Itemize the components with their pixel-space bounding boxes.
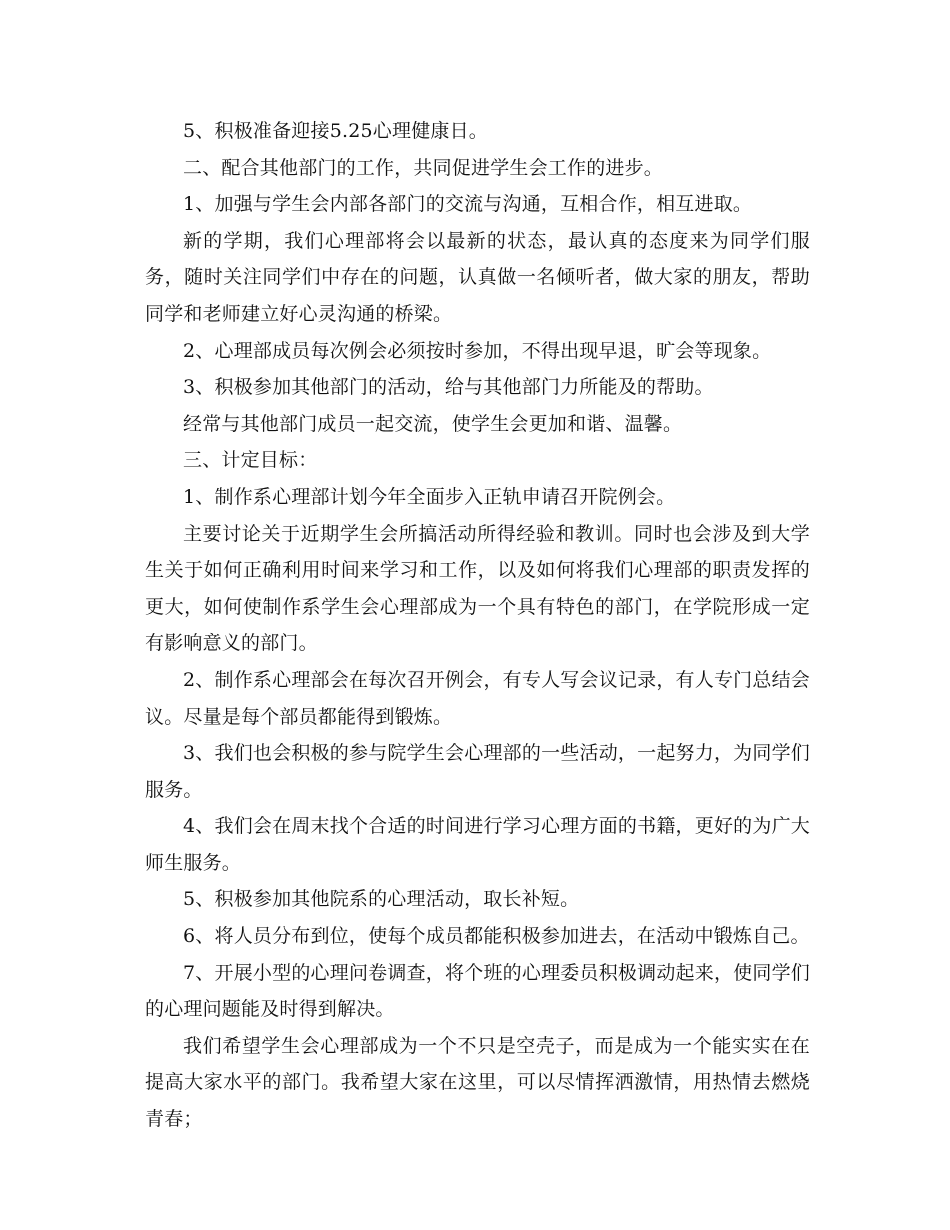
paragraph: 主要讨论关于近期学生会所搞活动所得经验和教训。同时也会涉及到大学生关于如何正确利用时间来学习和工作，以及如何将我们心理部的职责发挥的更大，如何使制作系学生会心理部成为一个具有特色的部门，在学院形成一定有影响意义的部门。	[145, 522, 810, 655]
section-heading: 二、配合其他部门的工作，共同促进学生会工作的进步。	[183, 156, 664, 179]
paragraph: 3、我们也会积极的参与院学生会心理部的一些活动，一起努力，为同学们服务。	[145, 742, 810, 801]
paragraph: 2、心理部成员每次例会必须按时参加，不得出现早退，旷会等现象。	[183, 339, 772, 362]
paragraph: 7、开展小型的心理问卷调查，将个班的心理委员积极调动起来，使同学们的心理问题能及时得到解决。	[145, 961, 810, 1021]
document-body	[145, 113, 810, 1138]
paragraph: 5、积极参加其他院系的心理活动，取长补短。	[183, 888, 580, 911]
section-heading: 三、计定目标：	[183, 449, 318, 472]
paragraph: 1、加强与学生会内部各部门的交流与沟通，互相合作，相互进取。	[183, 193, 753, 216]
paragraph: 2、制作系心理部会在每次召开例会，有专人写会议记录，有人专门总结会议。尽量是每个部员都能得到锻炼。	[145, 668, 810, 728]
paragraph: 3、积极参加其他部门的活动，给与其他部门力所能及的帮助。	[183, 376, 714, 399]
paragraph: 5、积极准备迎接5.25心理健康日。	[183, 120, 488, 142]
paragraph: 新的学期，我们心理部将会以最新的状态，最认真的态度来为同学们服务，随时关注同学们中存在的问题，认真做一名倾听者，做大家的朋友，帮助同学和老师建立好心灵沟通的桥梁。	[145, 229, 810, 325]
paragraph: 1、制作系心理部计划今年全面步入正轨申请召开院例会。	[183, 485, 676, 508]
paragraph: 经常与其他部门成员一起交流，使学生会更加和谐、温馨。	[183, 412, 683, 435]
paragraph: 4、我们会在周末找个合适的时间进行学习心理方面的书籍，更好的为广大师生服务。	[145, 815, 810, 874]
paragraph: 6、将人员分布到位，使每个成员都能积极参加进去，在活动中锻炼自己。	[183, 925, 810, 948]
paragraph: 我们希望学生会心理部成为一个不只是空壳子，而是成为一个能实实在在提高大家水平的部门。我希望大家在这里，可以尽情挥洒激情，用热情去燃烧青春；	[145, 1034, 810, 1131]
